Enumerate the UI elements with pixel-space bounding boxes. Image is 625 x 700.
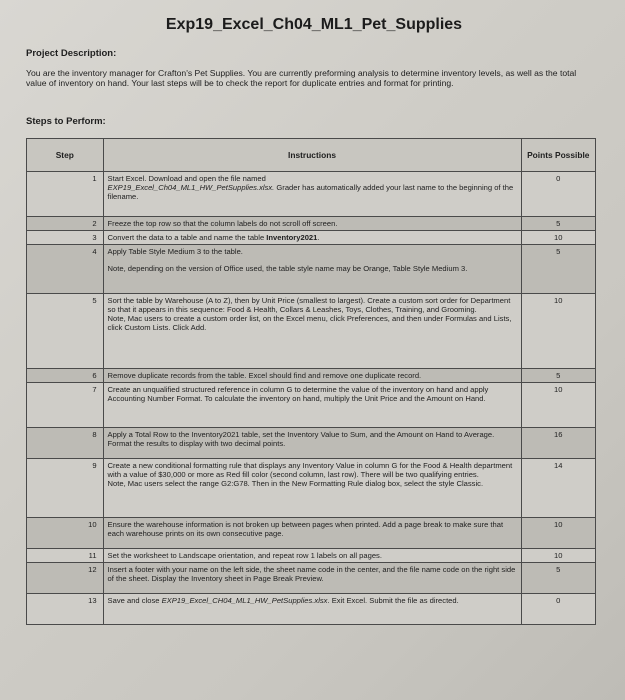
instruction-text: Save and close [107,596,162,605]
table-row [27,383,596,428]
instruction-text-cont: Grader has automatically added your last name to the beginning of the filename. [107,183,514,201]
table-row [27,518,596,549]
step-points: 10 [521,518,596,549]
instruction-text-cont: . Exit Excel. Submit the file as directed. [327,596,459,605]
table-header-row [27,139,596,172]
step-instructions [103,245,521,294]
table-row [27,369,596,383]
step-number: 7 [27,383,104,428]
step-points: 10 [521,231,596,245]
table-row [27,217,596,231]
step-instructions [103,459,521,518]
table-row [27,172,596,217]
table-row [27,594,596,625]
step-number: 5 [27,294,104,369]
step-points: 0 [521,594,596,625]
header-points: Points Possible [521,139,596,172]
step-number: 2 [27,217,104,231]
project-description: You are the inventory manager for Crafton's Pet Supplies. You are currently preforming analysis to determine inventory levels, as well as the total value of inventory on hand. Your last steps will be to check the report for duplicate entries and format for printing. [26,68,577,88]
header-instructions: Instructions [103,139,521,172]
instruction-note: Note, depending on the version of Office used, the table style name may be Orange, Table Style Medium 3. [107,264,468,273]
table-row [27,549,596,563]
step-instructions: Set the worksheet to Landscape orientation, and repeat row 1 labels on all pages. [103,549,521,563]
step-points: 0 [521,172,596,217]
step-points: 10 [521,549,596,563]
step-instructions: Freeze the top row so that the column labels do not scroll off screen. [103,217,521,231]
step-points: 5 [521,563,596,594]
table-row [27,563,596,594]
step-instructions: Ensure the warehouse information is not broken up between pages when printed. Add a page break to make sure that each warehouse prints on its own consecutive page. [103,518,521,549]
header-step: Step [27,139,104,172]
instruction-text: Sort the table by Warehouse (A to Z), then by Unit Price (smallest to largest). Create a custom sort order for Department so that it appears in this sequence: Food & Health, Collars & Leashes, Toys, Clothes, Training, and Grooming. [107,296,511,314]
project-heading: Project Description: [26,48,117,59]
step-number: 8 [27,428,104,459]
step-instructions: Remove duplicate records from the table. Excel should find and remove one duplicate record. [103,369,521,383]
step-points: 10 [521,383,596,428]
step-points: 16 [521,428,596,459]
instruction-text: Create a new conditional formatting rule that displays any Inventory Value in column G for the Food & Health department with a value of $30,000 or more as Red fill color (second column, last row). There will be two qualifying entries. [107,461,513,479]
instruction-text: Convert the data to a table and name the table [107,233,267,242]
step-points: 14 [521,459,596,518]
step-number: 12 [27,563,104,594]
file-name: EXP19_Excel_CH04_ML1_HW_PetSupplies.xlsx [161,596,328,605]
document-title: Exp19_Excel_Ch04_ML1_Pet_Supplies [165,16,463,33]
step-points: 5 [521,369,596,383]
step-number: 11 [27,549,104,563]
instruction-text: Start Excel. Download and open the file named [107,174,266,183]
step-instructions [103,172,521,217]
table-row [27,294,596,369]
table-row [27,245,596,294]
instruction-text-cont: . [317,233,320,242]
instruction-text: Apply Table Style Medium 3 to the table. [107,247,243,256]
instruction-note: Note, Mac users select the range G2:G78. Then in the New Formatting Rule dialog box, select the style Classic. [107,479,484,488]
steps-heading: Steps to Perform: [26,116,106,127]
instruction-note: Note, Mac users to create a custom order list, on the Excel menu, click Preferences, and then under Formulas and Lists, click Custom Lists. Click Add. [107,314,512,332]
table-row [27,459,596,518]
step-points: 10 [521,294,596,369]
step-instructions: Create an unqualified structured reference in column G to determine the value of the inventory on hand and apply Accounting Number Format. To calculate the inventory on hand, multiply the Unit Price and the Amount on Hand. [103,383,521,428]
step-number: 6 [27,369,104,383]
step-points: 5 [521,217,596,231]
table-row [27,231,596,245]
table-row [27,428,596,459]
step-instructions: Insert a footer with your name on the left side, the sheet name code in the center, and the file name code on the right side of the sheet. Display the Inventory sheet in Page Break Preview. [103,563,521,594]
step-instructions [103,594,521,625]
step-number: 1 [27,172,104,217]
step-instructions: Apply a Total Row to the Inventory2021 table, set the Inventory Value to Sum, and the Amount on Hand to Average. Format the results to display with two decimal points. [103,428,521,459]
step-number: 3 [27,231,104,245]
step-number: 13 [27,594,104,625]
step-number: 4 [27,245,104,294]
steps-table [26,138,596,625]
step-points: 5 [521,245,596,294]
file-name: EXP19_Excel_Ch04_ML1_HW_PetSupplies.xlsx. [107,183,275,192]
step-number: 10 [27,518,104,549]
table-name: Inventory2021 [266,233,318,242]
step-instructions [103,294,521,369]
step-instructions [103,231,521,245]
step-number: 9 [27,459,104,518]
document-page [10,0,618,700]
